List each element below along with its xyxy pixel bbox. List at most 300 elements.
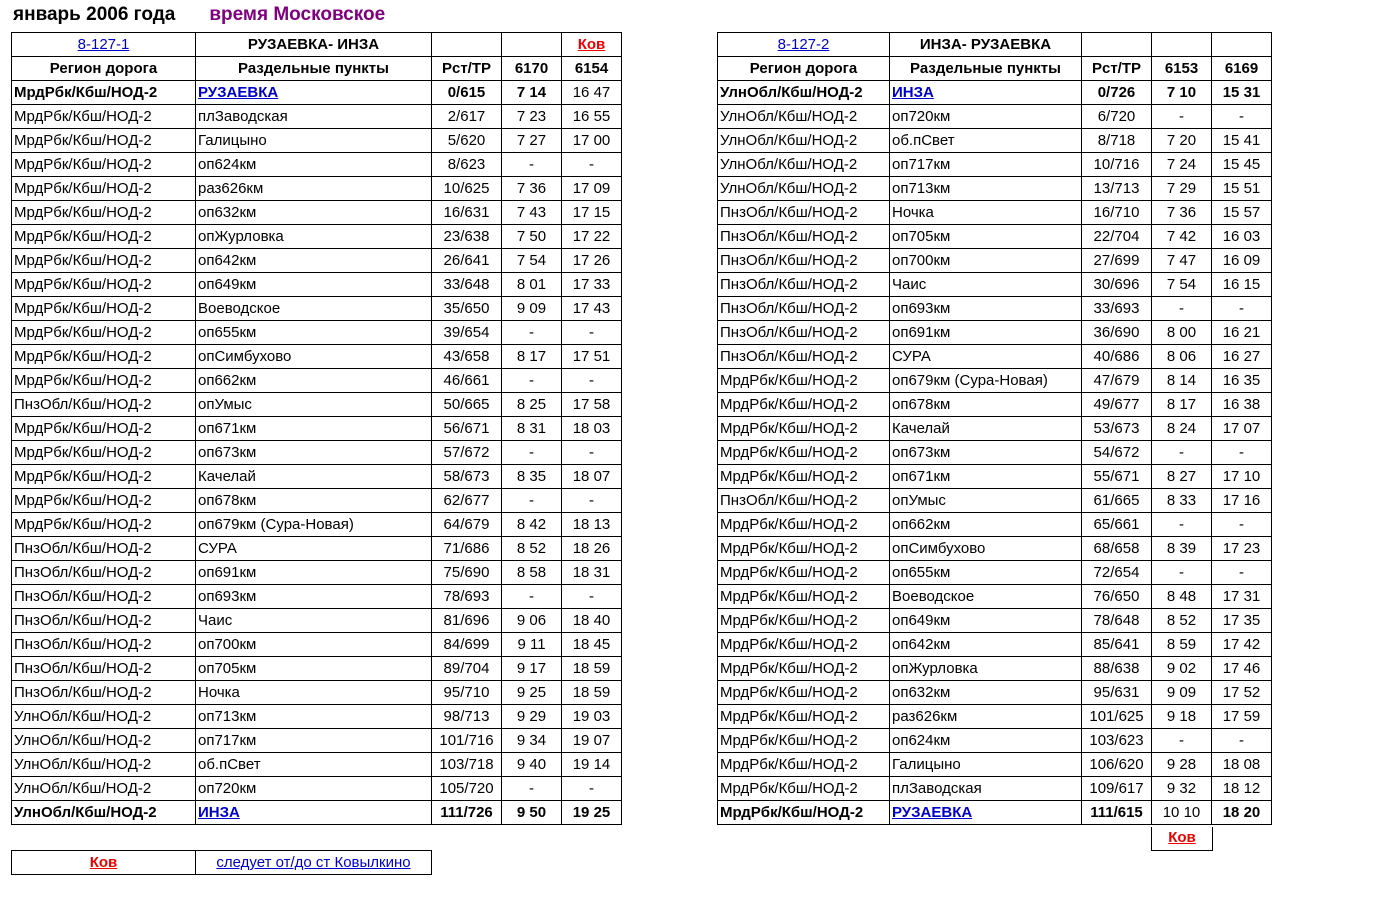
time-cell: 9 29 bbox=[502, 705, 562, 729]
region-cell: ПнзОбл/Кбш/НОД-2 bbox=[718, 201, 890, 225]
station-cell: Ночка bbox=[196, 681, 432, 705]
time-cell: 7 50 bbox=[502, 225, 562, 249]
time-cell: 9 06 bbox=[502, 609, 562, 633]
col-header-distance: Рст/ТР bbox=[1082, 57, 1152, 81]
station-cell: оп693км bbox=[196, 585, 432, 609]
distance-cell: 81/696 bbox=[432, 609, 502, 633]
distance-cell: 22/704 bbox=[1082, 225, 1152, 249]
route-name: ИНЗА- РУЗАЕВКА bbox=[890, 33, 1082, 57]
time-cell: 17 00 bbox=[562, 129, 622, 153]
time-cell: - bbox=[1152, 513, 1212, 537]
time-cell: 19 03 bbox=[562, 705, 622, 729]
region-cell: МрдРбк/Кбш/НОД-2 bbox=[718, 513, 890, 537]
time-cell: 9 32 bbox=[1152, 777, 1212, 801]
distance-cell: 5/620 bbox=[432, 129, 502, 153]
table-row bbox=[12, 393, 622, 417]
time-cell: - bbox=[562, 441, 622, 465]
time-cell: - bbox=[1152, 729, 1212, 753]
station-cell: оп624км bbox=[196, 153, 432, 177]
time-cell: 9 02 bbox=[1152, 657, 1212, 681]
region-cell: ПнзОбл/Кбш/НОД-2 bbox=[12, 609, 196, 633]
time-cell: 8 42 bbox=[502, 513, 562, 537]
region-cell: МрдРбк/Кбш/НОД-2 bbox=[12, 513, 196, 537]
table-row bbox=[12, 297, 622, 321]
table-row bbox=[718, 225, 1272, 249]
distance-cell: 13/713 bbox=[1082, 177, 1152, 201]
region-cell: ПнзОбл/Кбш/НОД-2 bbox=[12, 633, 196, 657]
table-row bbox=[718, 513, 1272, 537]
time-cell: 7 36 bbox=[502, 177, 562, 201]
distance-cell: 6/720 bbox=[1082, 105, 1152, 129]
distance-cell: 106/620 bbox=[1082, 753, 1152, 777]
distance-cell: 58/673 bbox=[432, 465, 502, 489]
time-cell: - bbox=[502, 441, 562, 465]
table-row bbox=[718, 441, 1272, 465]
column-header-row bbox=[12, 57, 622, 81]
time-cell: 18 31 bbox=[562, 561, 622, 585]
time-cell: 15 31 bbox=[1212, 81, 1272, 105]
station-cell: оп649км bbox=[890, 609, 1082, 633]
time-cell: 15 57 bbox=[1212, 201, 1272, 225]
distance-cell: 46/661 bbox=[432, 369, 502, 393]
time-cell: 8 58 bbox=[502, 561, 562, 585]
distance-cell: 61/665 bbox=[1082, 489, 1152, 513]
time-cell: 18 45 bbox=[562, 633, 622, 657]
region-cell: МрдРбк/Кбш/НОД-2 bbox=[718, 657, 890, 681]
time-cell: 17 31 bbox=[1212, 585, 1272, 609]
legend-description-link[interactable]: следует от/до ст Ковылкино bbox=[216, 854, 411, 871]
page-title bbox=[13, 4, 385, 26]
distance-cell: 111/726 bbox=[432, 801, 502, 825]
time-cell: 9 18 bbox=[1152, 705, 1212, 729]
distance-cell: 57/672 bbox=[432, 441, 502, 465]
time-cell: 9 40 bbox=[502, 753, 562, 777]
table-row bbox=[718, 321, 1272, 345]
station-cell: Ночка bbox=[890, 201, 1082, 225]
distance-cell: 56/671 bbox=[432, 417, 502, 441]
col-header-train-6153: 6153 bbox=[1152, 57, 1212, 81]
station-cell: опСимбухово bbox=[196, 345, 432, 369]
time-cell: 7 24 bbox=[1152, 153, 1212, 177]
time-cell: 18 26 bbox=[562, 537, 622, 561]
distance-cell: 10/716 bbox=[1082, 153, 1152, 177]
station-link[interactable]: РУЗАЕВКА bbox=[198, 84, 279, 101]
time-cell: 17 46 bbox=[1212, 657, 1272, 681]
time-cell: 8 17 bbox=[502, 345, 562, 369]
table-row bbox=[12, 345, 622, 369]
table-row bbox=[718, 657, 1272, 681]
legend-row bbox=[12, 851, 432, 875]
station-cell: оп678км bbox=[890, 393, 1082, 417]
region-cell: УлнОбл/Кбш/НОД-2 bbox=[718, 153, 890, 177]
time-cell: - bbox=[1152, 441, 1212, 465]
col-header-train-6154: 6154 bbox=[562, 57, 622, 81]
region-cell: МрдРбк/Кбш/НОД-2 bbox=[12, 417, 196, 441]
table-row bbox=[718, 369, 1272, 393]
time-cell: 9 09 bbox=[502, 297, 562, 321]
station-link[interactable]: РУЗАЕВКА bbox=[892, 804, 973, 821]
table-row bbox=[12, 465, 622, 489]
distance-cell: 54/672 bbox=[1082, 441, 1152, 465]
station-cell: оп662км bbox=[196, 369, 432, 393]
distance-cell: 16/631 bbox=[432, 201, 502, 225]
table-row bbox=[12, 81, 622, 105]
time-cell: 19 25 bbox=[562, 801, 622, 825]
time-cell: - bbox=[562, 321, 622, 345]
station-cell: оп624км bbox=[890, 729, 1082, 753]
time-cell: - bbox=[502, 369, 562, 393]
region-cell: УлнОбл/Кбш/НОД-2 bbox=[718, 105, 890, 129]
time-cell: - bbox=[562, 153, 622, 177]
time-cell: - bbox=[562, 585, 622, 609]
distance-cell: 30/696 bbox=[1082, 273, 1152, 297]
table-row bbox=[12, 609, 622, 633]
station-cell: оп713км bbox=[196, 705, 432, 729]
region-cell: МрдРбк/Кбш/НОД-2 bbox=[718, 369, 890, 393]
station-cell: оп720км bbox=[890, 105, 1082, 129]
region-cell: МрдРбк/Кбш/НОД-2 bbox=[718, 609, 890, 633]
time-cell: 7 36 bbox=[1152, 201, 1212, 225]
region-cell: УлнОбл/Кбш/НОД-2 bbox=[12, 705, 196, 729]
time-cell: - bbox=[502, 585, 562, 609]
distance-cell: 16/710 bbox=[1082, 201, 1152, 225]
station-cell: опЖурловка bbox=[196, 225, 432, 249]
station-cell: оп655км bbox=[890, 561, 1082, 585]
station-cell: СУРА bbox=[196, 537, 432, 561]
table-row bbox=[12, 513, 622, 537]
region-cell: МрдРбк/Кбш/НОД-2 bbox=[12, 489, 196, 513]
station-cell: оп679км (Сура-Новая) bbox=[196, 513, 432, 537]
station-cell: оп700км bbox=[196, 633, 432, 657]
empty-cell bbox=[502, 33, 562, 57]
time-cell: 17 59 bbox=[1212, 705, 1272, 729]
region-cell: МрдРбк/Кбш/НОД-2 bbox=[12, 369, 196, 393]
table-row bbox=[12, 369, 622, 393]
column-header-row bbox=[718, 57, 1272, 81]
time-cell: - bbox=[1152, 561, 1212, 585]
table-row bbox=[718, 129, 1272, 153]
legend-kov-link[interactable]: Ков bbox=[89, 854, 118, 871]
table-row bbox=[718, 297, 1272, 321]
time-cell: 19 14 bbox=[562, 753, 622, 777]
distance-cell: 40/686 bbox=[1082, 345, 1152, 369]
station-cell: Качелай bbox=[196, 465, 432, 489]
time-cell: 18 59 bbox=[562, 681, 622, 705]
time-cell: 7 10 bbox=[1152, 81, 1212, 105]
region-cell: МрдРбк/Кбш/НОД-2 bbox=[12, 177, 196, 201]
time-cell: 8 59 bbox=[1152, 633, 1212, 657]
time-cell: - bbox=[562, 777, 622, 801]
station-cell: оп642км bbox=[196, 249, 432, 273]
time-cell: 10 10 bbox=[1152, 801, 1212, 825]
time-cell: 17 42 bbox=[1212, 633, 1272, 657]
time-cell: 16 09 bbox=[1212, 249, 1272, 273]
station-cell: об.пСвет bbox=[196, 753, 432, 777]
col-header-stations: Раздельные пункты bbox=[890, 57, 1082, 81]
distance-cell: 89/704 bbox=[432, 657, 502, 681]
station-cell: Качелай bbox=[890, 417, 1082, 441]
kov-link[interactable]: Ков bbox=[1168, 829, 1196, 846]
region-cell: ПнзОбл/Кбш/НОД-2 bbox=[12, 537, 196, 561]
table-row bbox=[718, 633, 1272, 657]
table-row bbox=[12, 225, 622, 249]
time-cell: 8 39 bbox=[1152, 537, 1212, 561]
table-row bbox=[12, 153, 622, 177]
region-cell: МрдРбк/Кбш/НОД-2 bbox=[12, 441, 196, 465]
region-cell: МрдРбк/Кбш/НОД-2 bbox=[718, 753, 890, 777]
table-row bbox=[12, 201, 622, 225]
table-row bbox=[12, 441, 622, 465]
distance-cell: 65/661 bbox=[1082, 513, 1152, 537]
station-link[interactable]: ИНЗА bbox=[892, 84, 934, 101]
time-cell: 8 25 bbox=[502, 393, 562, 417]
region-cell: МрдРбк/Кбш/НОД-2 bbox=[718, 537, 890, 561]
table-row bbox=[12, 417, 622, 441]
table-row bbox=[718, 105, 1272, 129]
distance-cell: 27/699 bbox=[1082, 249, 1152, 273]
station-cell: оп691км bbox=[196, 561, 432, 585]
region-cell: ПнзОбл/Кбш/НОД-2 bbox=[718, 297, 890, 321]
route-code-link[interactable]: 8-127-1 bbox=[77, 36, 130, 53]
table-row bbox=[12, 705, 622, 729]
time-cell: 15 51 bbox=[1212, 177, 1272, 201]
table-row bbox=[718, 465, 1272, 489]
table-row bbox=[718, 609, 1272, 633]
table-row bbox=[12, 633, 622, 657]
station-cell: раз626км bbox=[890, 705, 1082, 729]
region-cell: МрдРбк/Кбш/НОД-2 bbox=[718, 441, 890, 465]
distance-cell: 88/638 bbox=[1082, 657, 1152, 681]
route-name: РУЗАЕВКА- ИНЗА bbox=[196, 33, 432, 57]
time-cell: 17 15 bbox=[562, 201, 622, 225]
table-row bbox=[718, 201, 1272, 225]
region-cell: ПнзОбл/Кбш/НОД-2 bbox=[12, 393, 196, 417]
time-cell: 16 35 bbox=[1212, 369, 1272, 393]
station-cell bbox=[890, 801, 1082, 825]
time-cell: - bbox=[502, 489, 562, 513]
time-cell: 15 41 bbox=[1212, 129, 1272, 153]
time-cell: 9 11 bbox=[502, 633, 562, 657]
table-row bbox=[718, 561, 1272, 585]
distance-cell: 26/641 bbox=[432, 249, 502, 273]
route-header-row bbox=[718, 33, 1272, 57]
time-zone-subtitle: время Московское bbox=[209, 4, 386, 25]
region-cell: ПнзОбл/Кбш/НОД-2 bbox=[718, 225, 890, 249]
region-cell: МрдРбк/Кбш/НОД-2 bbox=[718, 681, 890, 705]
time-cell: 9 34 bbox=[502, 729, 562, 753]
time-cell: 17 07 bbox=[1212, 417, 1272, 441]
station-cell: оп693км bbox=[890, 297, 1082, 321]
station-cell: Галицыно bbox=[196, 129, 432, 153]
distance-cell: 84/699 bbox=[432, 633, 502, 657]
station-cell: оп679км (Сура-Новая) bbox=[890, 369, 1082, 393]
table-row bbox=[718, 345, 1272, 369]
time-cell: 17 10 bbox=[1212, 465, 1272, 489]
region-cell: МрдРбк/Кбш/НОД-2 bbox=[12, 465, 196, 489]
table-row bbox=[12, 657, 622, 681]
distance-cell: 55/671 bbox=[1082, 465, 1152, 489]
time-cell: 17 58 bbox=[562, 393, 622, 417]
station-cell: оп720км bbox=[196, 777, 432, 801]
region-cell: ПнзОбл/Кбш/НОД-2 bbox=[12, 681, 196, 705]
time-cell: 9 09 bbox=[1152, 681, 1212, 705]
time-cell: 8 06 bbox=[1152, 345, 1212, 369]
distance-cell: 71/686 bbox=[432, 537, 502, 561]
time-cell: 19 07 bbox=[562, 729, 622, 753]
distance-cell: 49/677 bbox=[1082, 393, 1152, 417]
time-cell: - bbox=[1212, 729, 1272, 753]
time-cell: - bbox=[502, 321, 562, 345]
time-cell: 17 43 bbox=[562, 297, 622, 321]
station-cell: оп655км bbox=[196, 321, 432, 345]
region-cell: ПнзОбл/Кбш/НОД-2 bbox=[718, 321, 890, 345]
time-cell: 16 15 bbox=[1212, 273, 1272, 297]
station-cell: оп671км bbox=[196, 417, 432, 441]
table-row bbox=[718, 753, 1272, 777]
distance-cell: 36/690 bbox=[1082, 321, 1152, 345]
time-cell: - bbox=[1212, 561, 1272, 585]
distance-cell: 101/625 bbox=[1082, 705, 1152, 729]
distance-cell: 103/623 bbox=[1082, 729, 1152, 753]
time-cell: 7 29 bbox=[1152, 177, 1212, 201]
station-cell: оп713км bbox=[890, 177, 1082, 201]
time-cell: 18 40 bbox=[562, 609, 622, 633]
region-cell: МрдРбк/Кбш/НОД-2 bbox=[12, 249, 196, 273]
region-cell: УлнОбл/Кбш/НОД-2 bbox=[718, 81, 890, 105]
time-cell: 17 23 bbox=[1212, 537, 1272, 561]
kov-link[interactable]: Ков bbox=[577, 36, 606, 53]
time-cell: 18 07 bbox=[562, 465, 622, 489]
distance-cell: 62/677 bbox=[432, 489, 502, 513]
time-cell: 17 33 bbox=[562, 273, 622, 297]
region-cell: МрдРбк/Кбш/НОД-2 bbox=[718, 729, 890, 753]
station-cell: плЗаводская bbox=[890, 777, 1082, 801]
time-cell: 7 23 bbox=[502, 105, 562, 129]
time-cell: 17 22 bbox=[562, 225, 622, 249]
region-cell: МрдРбк/Кбш/НОД-2 bbox=[12, 105, 196, 129]
table-row bbox=[12, 777, 622, 801]
table-row bbox=[12, 249, 622, 273]
distance-cell: 0/615 bbox=[432, 81, 502, 105]
time-cell: - bbox=[1212, 297, 1272, 321]
time-cell: 16 38 bbox=[1212, 393, 1272, 417]
time-cell: 9 25 bbox=[502, 681, 562, 705]
table-row bbox=[12, 537, 622, 561]
region-cell: ПнзОбл/Кбш/НОД-2 bbox=[12, 657, 196, 681]
station-cell bbox=[196, 801, 432, 825]
distance-cell: 43/658 bbox=[432, 345, 502, 369]
region-cell: МрдРбк/Кбш/НОД-2 bbox=[718, 393, 890, 417]
table-row bbox=[12, 105, 622, 129]
distance-cell: 103/718 bbox=[432, 753, 502, 777]
time-cell: 16 55 bbox=[562, 105, 622, 129]
table-row bbox=[12, 177, 622, 201]
station-cell: оп705км bbox=[196, 657, 432, 681]
time-cell: 7 14 bbox=[502, 81, 562, 105]
time-cell: 7 54 bbox=[1152, 273, 1212, 297]
region-cell: МрдРбк/Кбш/НОД-2 bbox=[718, 801, 890, 825]
time-cell: 17 26 bbox=[562, 249, 622, 273]
time-cell: 18 59 bbox=[562, 657, 622, 681]
kov-note-cell bbox=[1151, 827, 1213, 851]
station-cell: об.пСвет bbox=[890, 129, 1082, 153]
region-cell: ПнзОбл/Кбш/НОД-2 bbox=[718, 249, 890, 273]
col-header-region: Регион дорога bbox=[718, 57, 890, 81]
empty-cell bbox=[432, 33, 502, 57]
time-cell: 18 03 bbox=[562, 417, 622, 441]
time-cell: - bbox=[502, 153, 562, 177]
distance-cell: 105/720 bbox=[432, 777, 502, 801]
time-cell: 8 52 bbox=[1152, 609, 1212, 633]
station-cell: опУмыс bbox=[890, 489, 1082, 513]
time-cell: 7 47 bbox=[1152, 249, 1212, 273]
station-cell: оп632км bbox=[890, 681, 1082, 705]
station-cell: оп673км bbox=[196, 441, 432, 465]
station-cell: оп717км bbox=[890, 153, 1082, 177]
region-cell: МрдРбк/Кбш/НОД-2 bbox=[12, 201, 196, 225]
time-cell: 16 47 bbox=[562, 81, 622, 105]
col-header-region: Регион дорога bbox=[12, 57, 196, 81]
legend-table bbox=[11, 850, 432, 875]
time-cell: - bbox=[1152, 297, 1212, 321]
station-cell: Чаис bbox=[196, 609, 432, 633]
station-cell: Воеводское bbox=[196, 297, 432, 321]
table-row bbox=[718, 537, 1272, 561]
time-cell: 7 43 bbox=[502, 201, 562, 225]
route-code-link[interactable]: 8-127-2 bbox=[777, 36, 830, 53]
station-cell: Чаис bbox=[890, 273, 1082, 297]
time-cell: 18 12 bbox=[1212, 777, 1272, 801]
distance-cell: 2/617 bbox=[432, 105, 502, 129]
distance-cell: 33/648 bbox=[432, 273, 502, 297]
distance-cell: 75/690 bbox=[432, 561, 502, 585]
region-cell: МрдРбк/Кбш/НОД-2 bbox=[718, 561, 890, 585]
region-cell: ПнзОбл/Кбш/НОД-2 bbox=[12, 561, 196, 585]
region-cell: МрдРбк/Кбш/НОД-2 bbox=[718, 633, 890, 657]
time-cell: 7 20 bbox=[1152, 129, 1212, 153]
station-cell: оп642км bbox=[890, 633, 1082, 657]
time-cell: 8 52 bbox=[502, 537, 562, 561]
time-cell: 15 45 bbox=[1212, 153, 1272, 177]
station-link[interactable]: ИНЗА bbox=[198, 804, 240, 821]
table-row bbox=[718, 177, 1272, 201]
distance-cell: 95/710 bbox=[432, 681, 502, 705]
region-cell: УлнОбл/Кбш/НОД-2 bbox=[718, 129, 890, 153]
table-row bbox=[12, 321, 622, 345]
empty-cell bbox=[1082, 33, 1152, 57]
time-cell: 17 51 bbox=[562, 345, 622, 369]
time-cell: 16 03 bbox=[1212, 225, 1272, 249]
route-header-row bbox=[12, 33, 622, 57]
time-cell: 8 35 bbox=[502, 465, 562, 489]
time-cell: 16 27 bbox=[1212, 345, 1272, 369]
station-cell: опУмыс bbox=[196, 393, 432, 417]
col-header-distance: Рст/ТР bbox=[432, 57, 502, 81]
region-cell: МрдРбк/Кбш/НОД-2 bbox=[12, 297, 196, 321]
distance-cell: 33/693 bbox=[1082, 297, 1152, 321]
station-cell bbox=[890, 81, 1082, 105]
time-cell: 17 09 bbox=[562, 177, 622, 201]
table-row bbox=[12, 753, 622, 777]
table-row bbox=[718, 777, 1272, 801]
time-cell: 8 00 bbox=[1152, 321, 1212, 345]
month-title: январь 2006 года bbox=[13, 4, 176, 25]
distance-cell: 78/648 bbox=[1082, 609, 1152, 633]
region-cell: ПнзОбл/Кбш/НОД-2 bbox=[718, 489, 890, 513]
table-row bbox=[718, 153, 1272, 177]
time-cell: 18 08 bbox=[1212, 753, 1272, 777]
time-cell: 8 24 bbox=[1152, 417, 1212, 441]
